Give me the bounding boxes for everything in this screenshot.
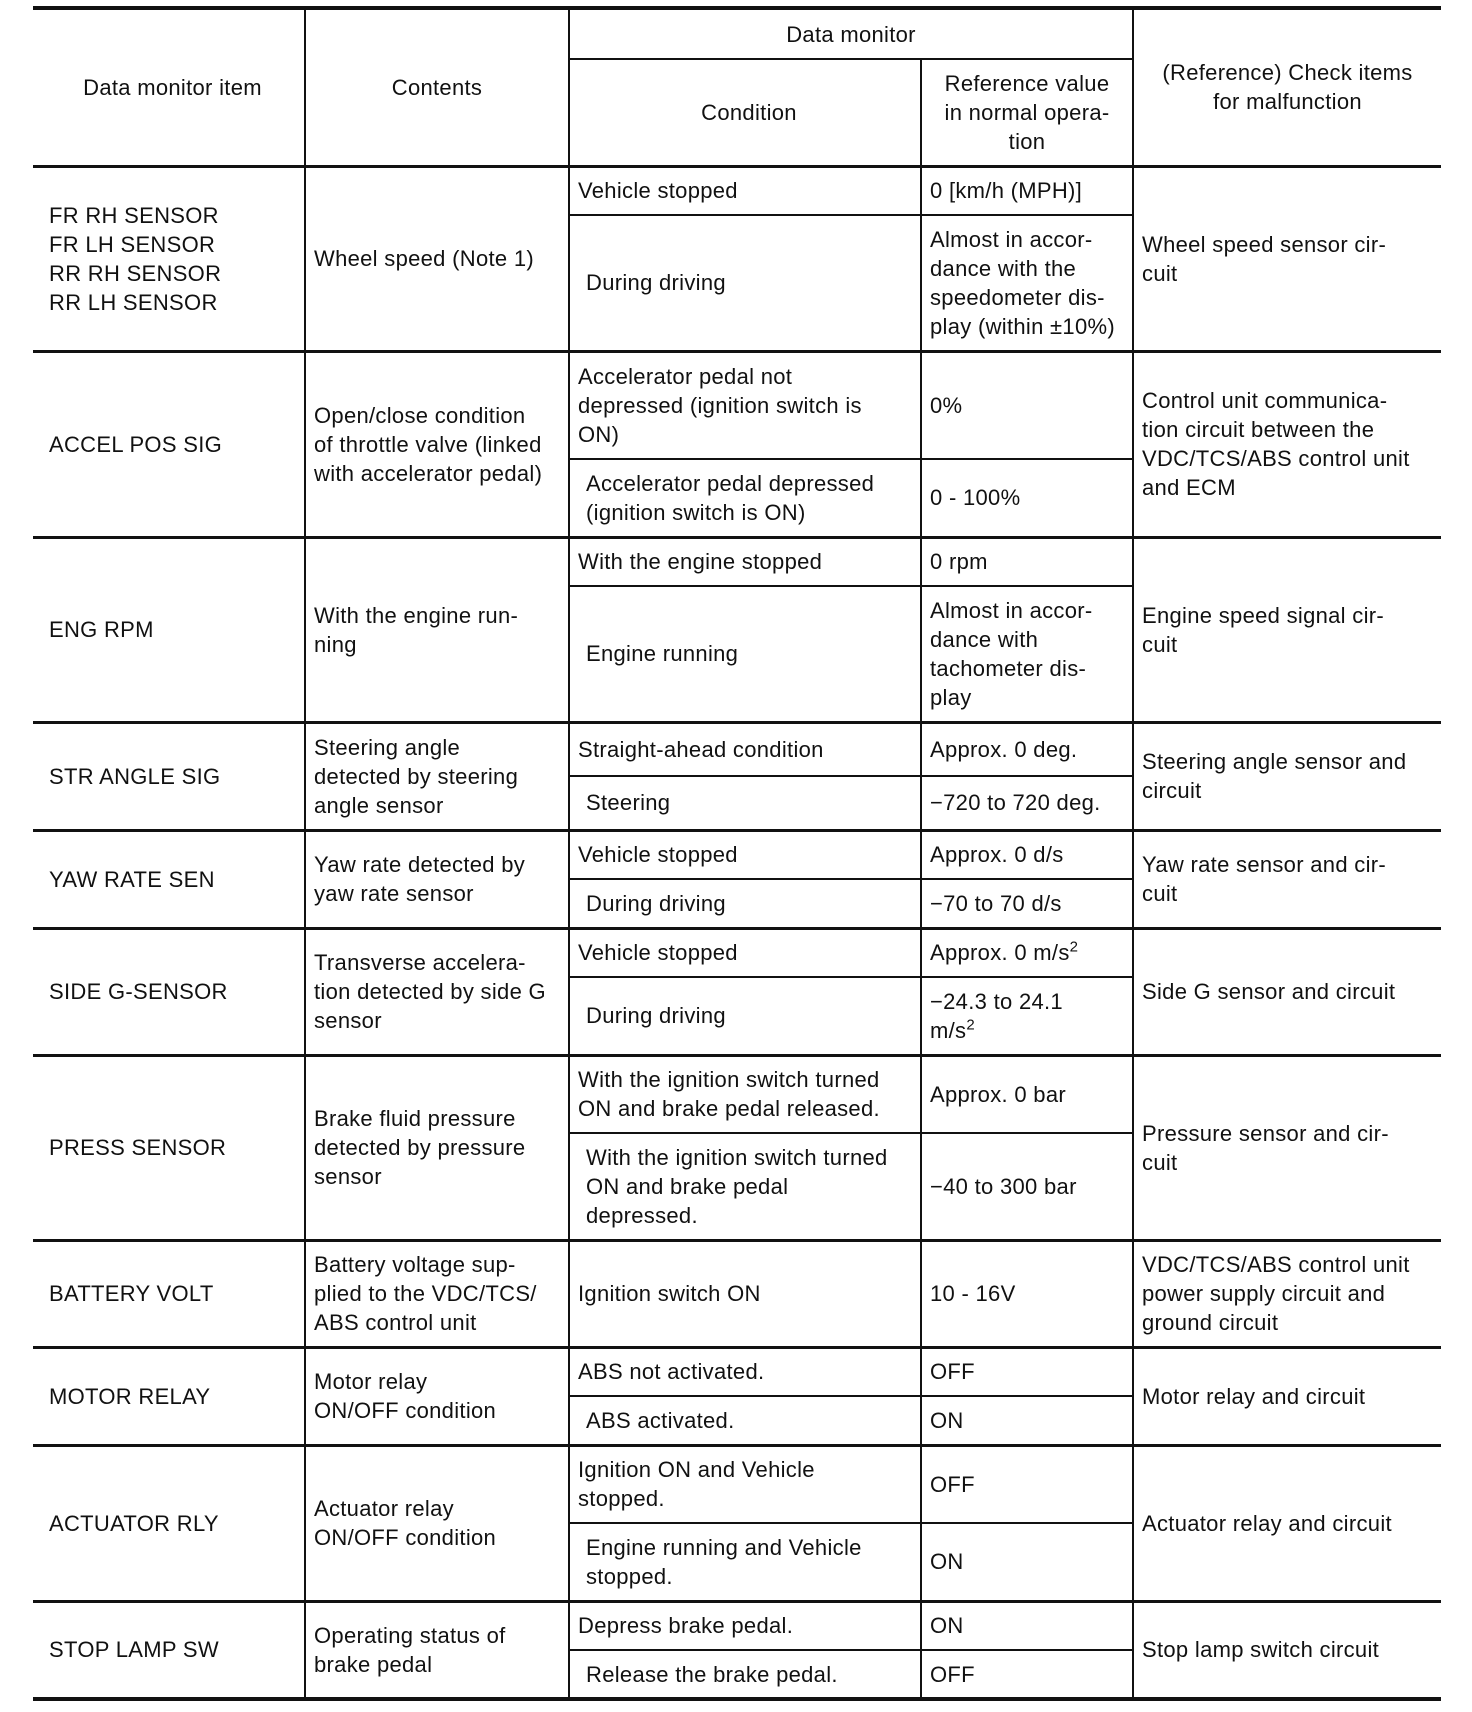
item-cell: ACTUATOR RLY — [33, 1445, 305, 1601]
item-cell: SIDE G-SENSOR — [33, 928, 305, 1055]
value-cell: −40 to 300 bar — [921, 1133, 1133, 1240]
table-row — [33, 1601, 1441, 1650]
table-row — [33, 928, 1441, 977]
value-cell: Approx. 0 d/s — [921, 830, 1133, 879]
table-row — [33, 830, 1441, 879]
check-cell: Yaw rate sensor and cir- cuit — [1133, 830, 1441, 928]
condition-cell: Depress brake pedal. — [569, 1601, 921, 1650]
item-cell: STR ANGLE SIG — [33, 722, 305, 830]
data-monitor-table-container — [33, 6, 1441, 1701]
item-cell: YAW RATE SEN — [33, 830, 305, 928]
value-cell: −720 to 720 deg. — [921, 776, 1133, 830]
condition-cell: Vehicle stopped — [569, 830, 921, 879]
check-cell: Control unit communica- tion circuit between the VDC/TCS/ABS control unit and ECM — [1133, 351, 1441, 537]
item-cell: PRESS SENSOR — [33, 1055, 305, 1240]
condition-cell: Engine running and Vehicle stopped. — [569, 1523, 921, 1601]
condition-cell: Vehicle stopped — [569, 166, 921, 215]
contents-cell: Wheel speed (Note 1) — [305, 166, 569, 351]
table-row — [33, 537, 1441, 586]
item-cell: MOTOR RELAY — [33, 1347, 305, 1445]
item-cell: ACCEL POS SIG — [33, 351, 305, 537]
condition-cell: With the ignition switch turned ON and brake pedal depressed. — [569, 1133, 921, 1240]
check-cell: Steering angle sensor and circuit — [1133, 722, 1441, 830]
condition-cell: Release the brake pedal. — [569, 1650, 921, 1699]
condition-cell: With the engine stopped — [569, 537, 921, 586]
condition-cell: Accelerator pedal not depressed (ignition switch is ON) — [569, 351, 921, 459]
value-text: −24.3 to 24.1 m/s — [930, 988, 1063, 1043]
value-cell: 10 - 16V — [921, 1240, 1133, 1347]
condition-cell: During driving — [569, 977, 921, 1055]
table-row — [33, 166, 1441, 215]
contents-cell: Battery voltage sup- plied to the VDC/TCS/ ABS control unit — [305, 1240, 569, 1347]
condition-cell: Straight-ahead condition — [569, 722, 921, 776]
value-cell: ON — [921, 1396, 1133, 1445]
superscript: 2 — [1069, 938, 1079, 956]
table-row — [33, 1055, 1441, 1133]
condition-cell: During driving — [569, 879, 921, 928]
value-cell: OFF — [921, 1445, 1133, 1523]
contents-cell: Open/close condition of throttle valve (linked with accelerator pedal) — [305, 351, 569, 537]
header-check-items: (Reference) Check items for malfunction — [1133, 8, 1441, 166]
header-contents: Contents — [305, 8, 569, 166]
value-cell: OFF — [921, 1347, 1133, 1396]
check-cell: Wheel speed sensor cir- cuit — [1133, 166, 1441, 351]
value-cell: Approx. 0 bar — [921, 1055, 1133, 1133]
check-cell: Pressure sensor and cir- cuit — [1133, 1055, 1441, 1240]
value-cell: 0 [km/h (MPH)] — [921, 166, 1133, 215]
item-cell: BATTERY VOLT — [33, 1240, 305, 1347]
value-cell: Approx. 0 deg. — [921, 722, 1133, 776]
condition-cell: Vehicle stopped — [569, 928, 921, 977]
condition-cell: Accelerator pedal depressed (ignition switch is ON) — [569, 459, 921, 537]
value-cell: OFF — [921, 1650, 1133, 1699]
value-cell: 0 - 100% — [921, 459, 1133, 537]
condition-cell: ABS not activated. — [569, 1347, 921, 1396]
table-row — [33, 722, 1441, 776]
condition-cell: During driving — [569, 215, 921, 351]
check-cell: Actuator relay and circuit — [1133, 1445, 1441, 1601]
check-cell: Engine speed signal cir- cuit — [1133, 537, 1441, 722]
condition-cell: Ignition ON and Vehicle stopped. — [569, 1445, 921, 1523]
condition-cell: ABS activated. — [569, 1396, 921, 1445]
table-row — [33, 1240, 1441, 1347]
value-cell: Almost in accor- dance with tachometer dis- play — [921, 586, 1133, 722]
header-condition: Condition — [569, 59, 921, 166]
superscript: 2 — [966, 1016, 975, 1034]
contents-cell: Yaw rate detected by yaw rate sensor — [305, 830, 569, 928]
contents-cell: Transverse accelera- tion detected by side G sensor — [305, 928, 569, 1055]
contents-cell: With the engine run- ning — [305, 537, 569, 722]
contents-cell: Steering angle detected by steering angle sensor — [305, 722, 569, 830]
value-cell: ON — [921, 1523, 1133, 1601]
value-text: Approx. 0 m/s — [930, 940, 1070, 966]
condition-cell: Steering — [569, 776, 921, 830]
condition-cell: With the ignition switch turned ON and brake pedal released. — [569, 1055, 921, 1133]
header-data-monitor: Data monitor — [569, 8, 1133, 59]
table-row — [33, 1445, 1441, 1523]
item-cell: STOP LAMP SW — [33, 1601, 305, 1699]
item-cell: FR RH SENSOR FR LH SENSOR RR RH SENSOR RR LH SENSOR — [33, 166, 305, 351]
header-row-1 — [33, 8, 1441, 59]
value-cell: 0% — [921, 351, 1133, 459]
data-monitor-table — [33, 6, 1441, 1701]
table-row — [33, 1347, 1441, 1396]
check-cell: VDC/TCS/ABS control unit power supply circuit and ground circuit — [1133, 1240, 1441, 1347]
value-cell: ON — [921, 1601, 1133, 1650]
value-cell: 0 rpm — [921, 537, 1133, 586]
value-cell: −70 to 70 d/s — [921, 879, 1133, 928]
value-cell — [921, 928, 1133, 977]
contents-cell: Actuator relay ON/OFF condition — [305, 1445, 569, 1601]
item-cell: ENG RPM — [33, 537, 305, 722]
value-cell: Almost in accor- dance with the speedometer dis- play (within ±10%) — [921, 215, 1133, 351]
value-cell — [921, 977, 1133, 1055]
contents-cell: Brake fluid pressure detected by pressure sensor — [305, 1055, 569, 1240]
contents-cell: Motor relay ON/OFF condition — [305, 1347, 569, 1445]
contents-cell: Operating status of brake pedal — [305, 1601, 569, 1699]
check-cell: Stop lamp switch circuit — [1133, 1601, 1441, 1699]
header-reference-value: Reference value in normal opera- tion — [921, 59, 1133, 166]
check-cell: Side G sensor and circuit — [1133, 928, 1441, 1055]
header-item: Data monitor item — [33, 8, 305, 166]
condition-cell: Engine running — [569, 586, 921, 722]
check-cell: Motor relay and circuit — [1133, 1347, 1441, 1445]
condition-cell: Ignition switch ON — [569, 1240, 921, 1347]
table-row — [33, 351, 1441, 459]
